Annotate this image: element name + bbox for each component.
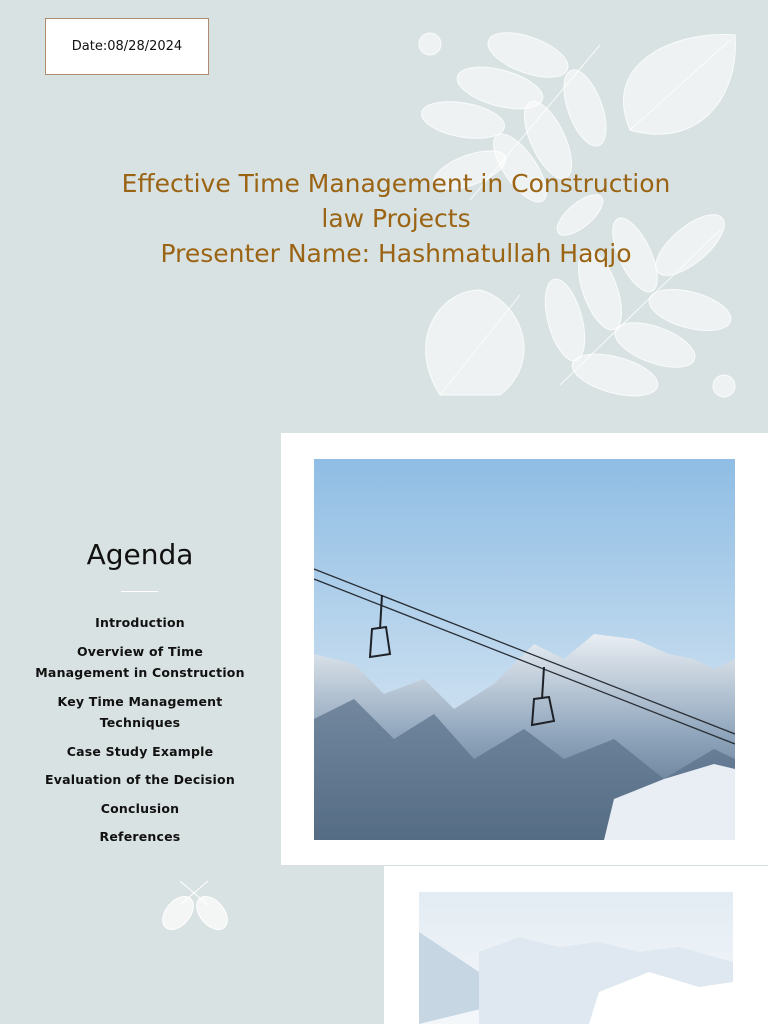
presenter-name: Presenter Name: Hashmatullah Haqjo	[160, 239, 632, 268]
presentation-title	[40, 166, 752, 271]
agenda-item-evaluation: Evaluation of the Decision	[45, 772, 235, 787]
agenda-heading: Agenda	[86, 538, 194, 571]
agenda-divider	[121, 591, 158, 592]
agenda-item-case-study: Case Study Example	[66, 743, 214, 759]
small-leaves-decoration	[150, 875, 240, 935]
photo-frame-secondary	[384, 866, 768, 1024]
agenda-item-techniques: Key Time Management Techniques	[57, 693, 223, 730]
agenda-item-overview: Overview of Time Management in Construction	[35, 643, 245, 680]
title-line-1: Effective Time Management in Construction	[121, 169, 671, 198]
agenda-item-conclusion: Conclusion	[100, 800, 180, 816]
title-line-2: law Projects	[321, 204, 471, 233]
date-box: Date:08/28/2024	[45, 18, 209, 75]
agenda-list	[30, 612, 250, 855]
ski-lift-photo	[314, 459, 735, 840]
snowy-mountains-photo	[419, 892, 733, 1024]
photo-frame-main	[281, 433, 768, 865]
agenda-item-introduction: Introduction	[95, 615, 185, 630]
agenda-item-references: References	[99, 829, 181, 844]
